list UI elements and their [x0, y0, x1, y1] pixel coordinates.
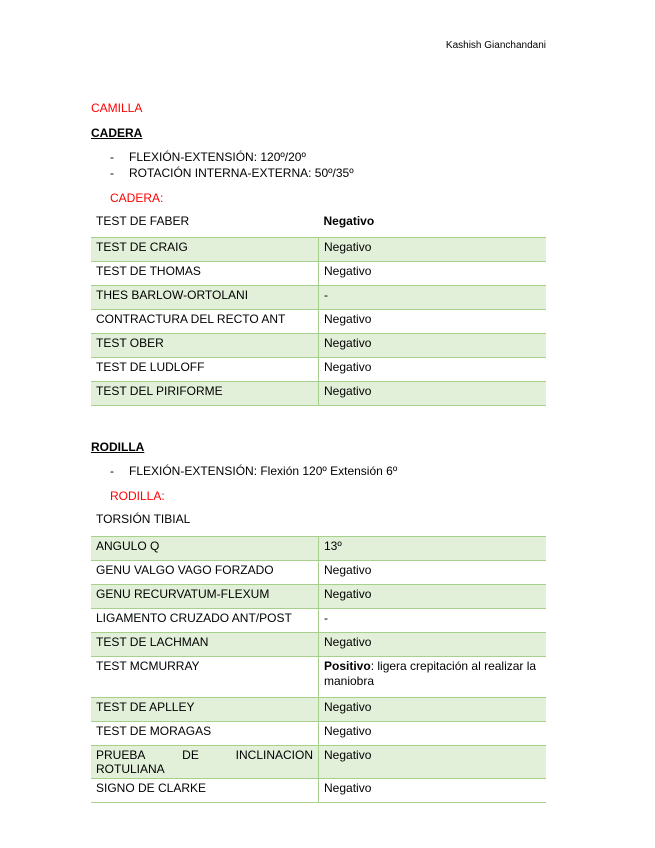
table-cell: Negativo	[319, 212, 547, 237]
list-item: - FLEXIÓN-EXTENSIÓN: Flexión 120º Extensión 6º	[110, 464, 398, 478]
table-row	[91, 721, 546, 745]
table-row	[91, 261, 546, 285]
table-cell: Negativo	[319, 237, 547, 261]
table-cell: GENU RECURVATUM-FLEXUM	[91, 584, 319, 608]
table-row	[91, 357, 546, 381]
table-cell: Negativo	[319, 632, 547, 656]
rodilla-bullet-list	[110, 463, 397, 479]
table-cell: Negativo	[319, 381, 547, 405]
table-cell: 13º	[319, 536, 547, 560]
cadera-test-table	[91, 212, 546, 406]
table-cell: TEST DE CRAIG	[91, 237, 319, 261]
result-bold: Positivo	[324, 658, 371, 673]
table-cell: -	[319, 608, 547, 632]
table-cell: Negativo	[319, 778, 547, 802]
table-row	[91, 309, 546, 333]
table-cell: TEST DEL PIRIFORME	[91, 381, 319, 405]
table-cell: Negativo	[319, 584, 547, 608]
justified-line: PRUEBA DE INCLINACION	[96, 747, 313, 762]
table-cell: Negativo	[319, 721, 547, 745]
table-row	[91, 584, 546, 608]
table-header-row	[91, 510, 546, 536]
table-row	[91, 632, 546, 656]
table-cell: TEST DE FABER	[91, 212, 319, 237]
table-cell: THES BARLOW-ORTOLANI	[91, 285, 319, 309]
table-cell: TORSIÓN TIBIAL	[91, 510, 319, 536]
table-cell: CONTRACTURA DEL RECTO ANT	[91, 309, 319, 333]
table-cell: PRUEBA DE INCLINACION ROTULIANA	[91, 745, 319, 778]
table-cell	[319, 510, 547, 536]
list-item: - ROTACIÓN INTERNA-EXTERNA: 50º/35º	[110, 166, 354, 180]
table-cell: Negativo	[319, 560, 547, 584]
table-cell: Negativo	[319, 697, 547, 721]
table-cell: TEST DE LACHMAN	[91, 632, 319, 656]
table-row	[91, 608, 546, 632]
table-cell: TEST MCMURRAY	[91, 656, 319, 697]
result-detail: : ligera crepitación al realizar la maniobra	[324, 658, 537, 688]
table-cell: TEST DE LUDLOFF	[91, 357, 319, 381]
page-header-author: Kashish Gianchandani	[445, 40, 546, 51]
table-header-row	[91, 212, 546, 237]
table-cell: LIGAMENTO CRUZADO ANT/POST	[91, 608, 319, 632]
table-row	[91, 333, 546, 357]
table-cell: TEST DE THOMAS	[91, 261, 319, 285]
table-cell: TEST DE MORAGAS	[91, 721, 319, 745]
cadera-bullet-list	[110, 149, 354, 181]
rodilla-heading: RODILLA	[91, 440, 145, 454]
table-cell: ANGULO Q	[91, 536, 319, 560]
table-row	[91, 778, 546, 802]
table-cell: Negativo	[319, 309, 547, 333]
table-row	[91, 745, 546, 778]
list-item: - FLEXIÓN-EXTENSIÓN: 120º/20º	[110, 150, 306, 164]
table-row	[91, 381, 546, 405]
table-row	[91, 285, 546, 309]
table-cell: TEST OBER	[91, 333, 319, 357]
table-row	[91, 237, 546, 261]
table-cell: SIGNO DE CLARKE	[91, 778, 319, 802]
table-cell: Negativo	[319, 357, 547, 381]
camilla-label: CAMILLA	[91, 101, 143, 115]
table-cell: GENU VALGO VAGO FORZADO	[91, 560, 319, 584]
table-row	[91, 656, 546, 697]
table-cell	[319, 656, 547, 697]
table-cell: Negativo	[319, 261, 547, 285]
table-cell: -	[319, 285, 547, 309]
table-cell: Negativo	[319, 745, 547, 778]
rodilla-test-table	[91, 510, 546, 803]
table-row	[91, 697, 546, 721]
table-row	[91, 536, 546, 560]
table-cell: Negativo	[319, 333, 547, 357]
cadera-sublabel: CADERA:	[110, 191, 164, 205]
table-cell: TEST DE APLLEY	[91, 697, 319, 721]
cadera-heading: CADERA	[91, 126, 143, 140]
rodilla-sublabel: RODILLA:	[110, 489, 165, 503]
table-row	[91, 560, 546, 584]
